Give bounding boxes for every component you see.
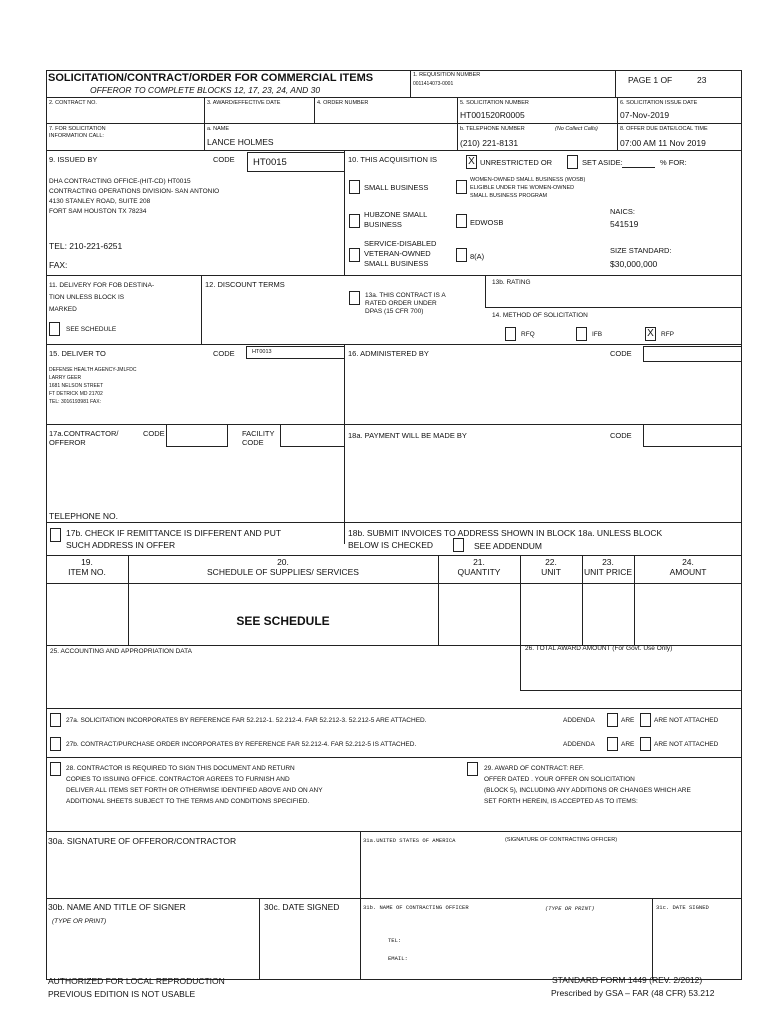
remittance-checkbox[interactable]: [50, 528, 61, 542]
issued-by-address: DHA CONTRACTING OFFICE-(HIT-CD) HT0015 CONTRACTING OPERATIONS DIVISION- SAN ANTONIO 4130 STANLEY ROAD, SUITE 208 FORT SAM HOUSTON TX 78234: [49, 178, 220, 215]
27a-checkbox[interactable]: [50, 713, 61, 727]
ifb-checkbox[interactable]: [576, 327, 587, 341]
submit-invoices-label: 18b. SUBMIT INVOICES TO ADDRESS SHOWN IN BLOCK 18a. UNLESS BLOCK BELOW IS CHECKED: [348, 528, 663, 550]
col-schedule: 20. SCHEDULE OF SUPPLIES/ SERVICES: [207, 557, 359, 577]
officer-email-label: EMAIL:: [388, 955, 408, 962]
date-signed-label: 30c. DATE SIGNED: [264, 902, 340, 912]
due-date-label: 8. OFFER DUE DATE/LOCAL TIME: [620, 126, 708, 132]
size-standard-value: $30,000,000: [610, 259, 658, 269]
administered-by-label: 16. ADMINISTERED BY: [348, 349, 429, 358]
acquisition-label: 10. THIS ACQUISITION IS: [348, 155, 438, 164]
rated-order-checkbox[interactable]: [349, 291, 360, 305]
wosb-checkbox[interactable]: [456, 180, 467, 194]
wosb-label: WOMEN-OWNED SMALL BUSINESS (WOSB) ELIGIBLE UNDER THE WOMEN-OWNED SMALL BUSINESS PROGRAM: [470, 177, 586, 199]
discount-terms-label: 12. DISCOUNT TERMS: [205, 280, 285, 289]
hubzone-checkbox[interactable]: [349, 214, 360, 228]
rfq-label: RFQ: [521, 331, 535, 338]
rating-label: 13b. RATING: [492, 279, 531, 286]
name-value: LANCE HOLMES: [207, 137, 274, 147]
sdvosb-label: SERVICE-DISABLED VETERAN-OWNED SMALL BUSINESS: [364, 239, 437, 268]
27b-are: ARE: [621, 741, 635, 748]
method-label: 14. METHOD OF SOLICITATION: [492, 312, 588, 319]
ifb-label: IFB: [592, 331, 603, 338]
col-unit-price: 23. UNIT PRICE: [583, 557, 633, 577]
col-quantity: 21. QUANTITY: [457, 557, 501, 577]
27b-addenda: ADDENDA: [563, 741, 595, 748]
hubzone-label: HUBZONE SMALL BUSINESS: [364, 210, 428, 229]
issued-by-tel: TEL: 210-221-6251: [49, 241, 123, 251]
facility-code-box: [280, 425, 344, 447]
payment-code-box: [643, 425, 742, 447]
requisition-label: 1. REQUISITION NUMBER: [413, 72, 481, 78]
edwosb-label: EDWOSB: [470, 218, 504, 227]
set-aside-label: SET ASIDE:: [582, 158, 623, 167]
phone-label: b. TELEPHONE NUMBER: [460, 126, 525, 132]
rated-order-label: 13a. THIS CONTRACT IS A RATED ORDER UNDER DPAS (15 CFR 700): [365, 292, 446, 315]
signer-type-label: (TYPE OR PRINT): [52, 918, 107, 925]
27b-checkbox[interactable]: [50, 737, 61, 751]
footer-form-number: STANDARD FORM 1449 (REV. 2/2012): [552, 975, 703, 985]
deliver-to-code-label: CODE: [213, 349, 235, 358]
size-standard-label: SIZE STANDARD:: [610, 246, 672, 255]
phone-note: (No Collect Calls): [555, 126, 598, 132]
issued-by-code-value: HT0015: [253, 157, 287, 168]
requisition-value: 0011414073-0001: [413, 81, 454, 87]
due-date-value: 07:00 AM 11 Nov 2019: [620, 138, 706, 148]
payment-code-label: CODE: [610, 431, 632, 440]
small-business-label: SMALL BUSINESS: [364, 183, 429, 192]
27a-are-checkbox[interactable]: [607, 713, 618, 727]
27a-label: 27a. SOLICITATION INCORPORATES BY REFERENCE FAR 52.212-1. 52.212-4. FAR 52.212-3. 52.212-5 ARE ATTACHED.: [66, 717, 427, 724]
rfq-checkbox[interactable]: [505, 327, 516, 341]
footer-prescribed: Prescribed by GSA – FAR (48 CFR) 53.212: [551, 988, 715, 998]
united-states-label: 31a.UNITED STATES OF AMERICA: [363, 837, 456, 844]
accounting-label: 25. ACCOUNTING AND APPROPRIATION DATA: [50, 648, 192, 655]
col-item-no: 19. ITEM NO.: [68, 557, 106, 577]
29-checkbox[interactable]: [467, 762, 478, 776]
contract-no-label: 2. CONTRACT NO.: [49, 100, 97, 106]
edwosb-checkbox[interactable]: [456, 214, 467, 228]
info-call-label: 7. FOR SOLICITATION INFORMATION CALL:: [49, 126, 106, 139]
issue-date-label: 6. SOLICITATION ISSUE DATE: [620, 100, 698, 106]
phone-value: (210) 221-8131: [460, 138, 519, 148]
payment-label: 18a. PAYMENT WILL BE MADE BY: [348, 431, 467, 440]
see-schedule-checkbox[interactable]: [49, 322, 60, 336]
name-label: a. NAME: [207, 126, 230, 132]
administered-by-code-label: CODE: [610, 349, 632, 358]
unrestricted-checkbox[interactable]: X: [466, 155, 477, 169]
issued-by-code-label: CODE: [213, 155, 235, 164]
order-number-label: 4. ORDER NUMBER: [317, 100, 369, 106]
8a-checkbox[interactable]: [456, 248, 467, 262]
solicitation-number-value: HT001520R0005: [460, 110, 525, 120]
deliver-to-address: DEFENSE HEALTH AGENCY-JMLFDC LARRY GEER 1681 NELSON STREET FT DETRICK MD 21702 TEL: 3016193981 FAX:: [49, 367, 137, 405]
naics-value: 541519: [610, 219, 639, 229]
27a-not-attached: ARE NOT ATTACHED: [654, 717, 719, 724]
officer-type-label: (TYPE OR PRINT): [545, 905, 595, 912]
percent-for-label: % FOR:: [660, 158, 687, 167]
deliver-to-code-value: HT0013: [252, 349, 272, 355]
sdvosb-checkbox[interactable]: [349, 248, 360, 262]
officer-name-label: 31b. NAME OF CONTRACTING OFFICER: [363, 904, 469, 911]
schedule-body: SEE SCHEDULE: [236, 614, 330, 628]
signature-offeror-label: 30a. SIGNATURE OF OFFEROR/CONTRACTOR: [48, 836, 237, 846]
27b-not-attached: ARE NOT ATTACHED: [654, 741, 719, 748]
rfp-label: RFP: [661, 331, 674, 338]
page-label: PAGE 1 OF: [628, 75, 673, 85]
solicitation-number-label: 5. SOLICITATION NUMBER: [460, 100, 529, 106]
fob-label: 11. DELIVERY FOR FOB DESTINA- TION UNLESS BLOCK IS MARKED: [49, 282, 155, 313]
officer-tel-label: TEL:: [388, 937, 402, 944]
footer-left: AUTHORIZED FOR LOCAL REPRODUCTION PREVIOUS EDITION IS NOT USABLE: [48, 976, 225, 999]
facility-code-label: FACILITY CODE: [242, 429, 275, 447]
col-amount: 24. AMOUNT: [669, 557, 707, 577]
unrestricted-label: UNRESTRICTED OR: [480, 158, 553, 167]
issued-by-label: 9. ISSUED BY: [49, 155, 98, 164]
addendum-label: SEE ADDENDUM: [474, 541, 543, 551]
27b-are-checkbox[interactable]: [607, 737, 618, 751]
contractor-code-label: CODE: [143, 429, 165, 438]
28-checkbox[interactable]: [50, 762, 61, 776]
total-award-label: 26. TOTAL AWARD AMOUNT (For Govt. Use Only): [525, 645, 673, 652]
see-schedule-label: SEE SCHEDULE: [66, 326, 117, 333]
rfp-checkbox[interactable]: X: [645, 327, 656, 341]
deliver-to-label: 15. DELIVER TO: [49, 349, 106, 358]
8a-label: 8(A): [470, 252, 485, 261]
addendum-checkbox[interactable]: [453, 538, 464, 552]
administered-by-code-box: [643, 346, 742, 362]
form-title: SOLICITATION/CONTRACT/ORDER FOR COMMERCIAL ITEMS: [48, 72, 374, 84]
remittance-label: 17b. CHECK IF REMITTANCE IS DIFFERENT AND PUT SUCH ADDRESS IN OFFER: [66, 528, 282, 550]
27b-not-checkbox[interactable]: [640, 737, 651, 751]
page-total: 23: [697, 75, 707, 85]
27a-not-checkbox[interactable]: [640, 713, 651, 727]
contractor-label: 17a.CONTRACTOR/ OFFEROR: [49, 429, 119, 447]
officer-date-label: 31c. DATE SIGNED: [656, 904, 709, 911]
signature-officer-label: (SIGNATURE OF CONTRACTING OFFICER): [505, 837, 618, 843]
naics-label: NAICS:: [610, 207, 636, 216]
28-label: 28. CONTRACTOR IS REQUIRED TO SIGN THIS DOCUMENT AND RETURN COPIES TO ISSUING OFFICE. CONTRACTOR AGREES TO FURNISH AND DELIVER ALL ITEMS SET FORTH OR OTHERWISE IDENTIFIED ABOVE AND ON ANY ADDITIONAL SHEETS SUBJECT TO THE TERMS AND CONDITIONS SPECIFIED.: [66, 765, 323, 805]
col-unit: 22. UNIT: [541, 557, 561, 577]
contractor-code-box: [166, 425, 228, 447]
telephone-label: TELEPHONE NO.: [49, 511, 118, 521]
award-date-label: 3. AWARD/EFFECTIVE DATE: [207, 100, 281, 106]
27b-label: 27b. CONTRACT/PURCHASE ORDER INCORPORATES BY REFERENCE FAR 52.212-4. FAR 52.212-5 IS ATTACHED.: [66, 741, 417, 748]
27a-are: ARE: [621, 717, 635, 724]
issue-date-value: 07-Nov-2019: [620, 110, 670, 120]
small-business-checkbox[interactable]: [349, 180, 360, 194]
issued-by-fax: FAX:: [49, 260, 68, 270]
set-aside-checkbox[interactable]: [567, 155, 578, 169]
27a-addenda: ADDENDA: [563, 717, 595, 724]
signer-name-label: 30b. NAME AND TITLE OF SIGNER: [48, 902, 186, 912]
form-subtitle: OFFEROR TO COMPLETE BLOCKS 12, 17, 23, 24, AND 30: [90, 85, 321, 95]
29-label: 29. AWARD OF CONTRACT: REF. OFFER DATED . YOUR OFFER ON SOLICITATION (BLOCK 5), INCLUDING ANY ADDITIONS OR CHANGES WHICH ARE SET FORTH HEREIN, IS ACCEPTED AS TO ITEMS:: [484, 765, 691, 805]
